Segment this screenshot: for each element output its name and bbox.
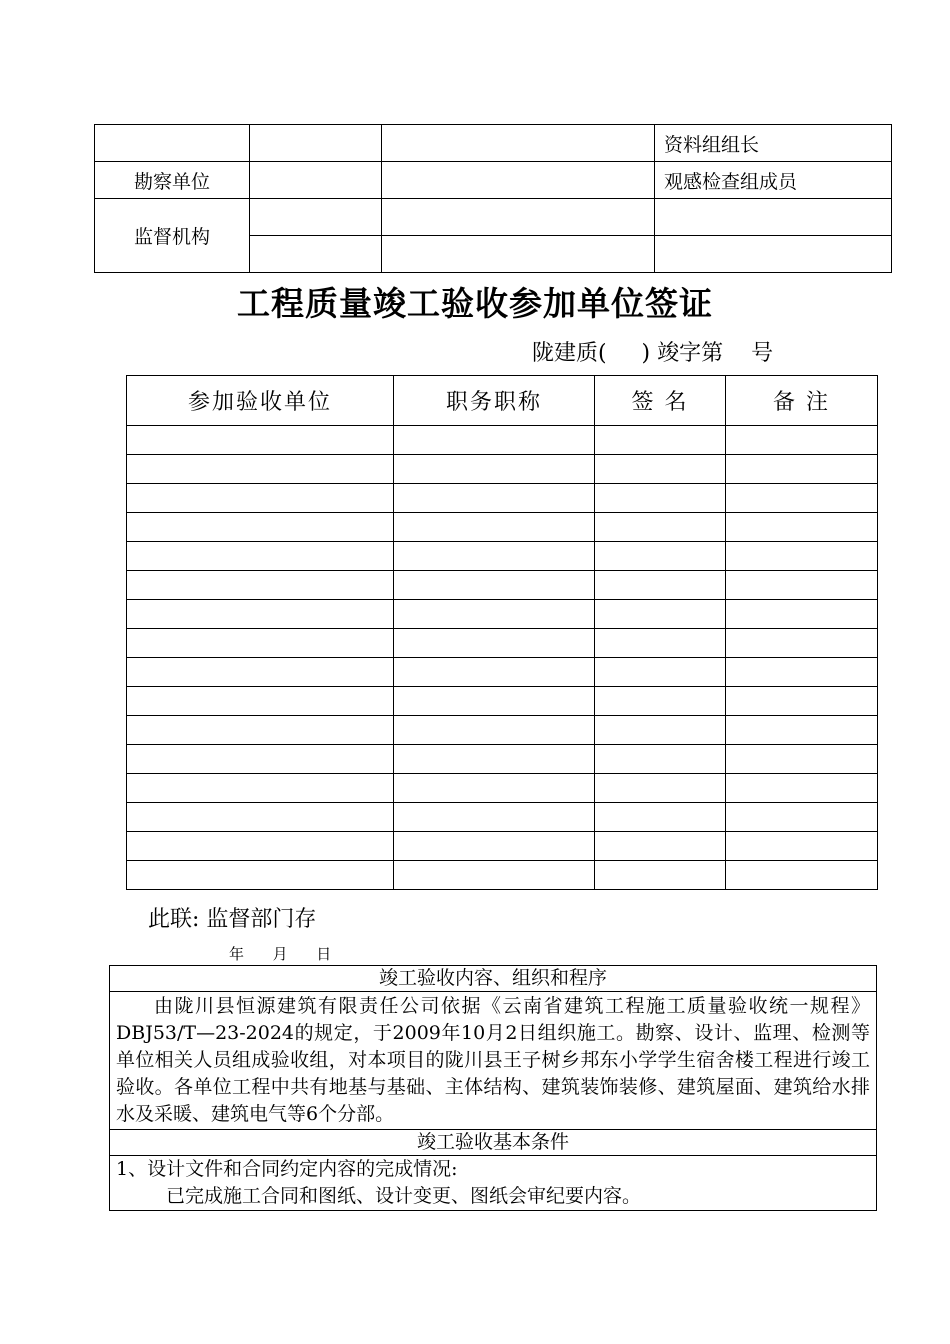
signature-cell [726,832,878,861]
signature-row [127,600,878,629]
signature-row [127,629,878,658]
survey-unit-label: 勘察单位 [95,162,250,199]
table-header-row [127,376,878,426]
table-cell [250,236,382,273]
date-line: 年 月 日 [229,945,332,963]
signature-cell [726,629,878,658]
copy-note: 此联: 监督部门存 [148,907,317,932]
table-cell [655,236,892,273]
signature-cell [595,600,726,629]
signature-cell [595,745,726,774]
signature-row [127,832,878,861]
signature-cell [127,745,394,774]
signature-cell [127,774,394,803]
signature-rows [127,426,878,890]
table-row [95,162,892,199]
page-title: 工程质量竣工验收参加单位签证 [237,284,713,323]
table-cell [95,125,250,162]
signature-cell [726,455,878,484]
signature-cell [726,484,878,513]
signature-cell [726,774,878,803]
signature-cell [394,484,595,513]
signature-row [127,571,878,600]
signature-cell [726,687,878,716]
signature-cell [394,600,595,629]
table-row [110,1130,877,1156]
signature-cell [726,861,878,890]
signature-row [127,716,878,745]
supervision-agency-label: 监督机构 [95,199,250,273]
signature-row [127,658,878,687]
section-title-content: 竣工验收内容、组织和程序 [110,966,877,992]
conditions-cell [110,1156,877,1211]
signature-row [127,455,878,484]
signature-cell [595,629,726,658]
signature-cell [394,455,595,484]
header-participating-unit: 参加验收单位 [127,376,394,426]
signature-cell [127,832,394,861]
signature-cell [595,571,726,600]
signature-cell [595,513,726,542]
signature-row [127,803,878,832]
signature-row [127,861,878,890]
table-row [110,1156,877,1211]
signature-cell [726,716,878,745]
table-cell [382,236,655,273]
signature-cell [595,687,726,716]
signature-cell [595,484,726,513]
table-row [95,125,892,162]
signature-cell [127,629,394,658]
table-cell [250,199,382,236]
signature-row [127,687,878,716]
document-number: 陇建质( ) 竣字第 号 [532,341,774,366]
signature-cell [127,716,394,745]
condition-item-text: 已完成施工合同和图纸、设计变更、图纸会审纪要内容。 [166,1185,642,1207]
signature-row [127,484,878,513]
signature-cell [595,803,726,832]
signature-cell [127,600,394,629]
signature-cell [595,774,726,803]
condition-item-title: 1、设计文件和合同约定内容的完成情况: [116,1158,458,1180]
signature-cell [595,658,726,687]
signature-cell [127,426,394,455]
signature-cell [394,426,595,455]
table-cell [655,199,892,236]
signature-cell [726,542,878,571]
header-signature: 签 名 [595,376,726,426]
signature-cell [726,658,878,687]
signature-cell [394,774,595,803]
table-cell [382,199,655,236]
signature-row [127,513,878,542]
signature-row [127,745,878,774]
signature-cell [127,803,394,832]
signature-cell [127,571,394,600]
signature-cell [394,861,595,890]
signature-cell [726,803,878,832]
table-cell [382,162,655,199]
signature-cell [127,861,394,890]
signature-cell [726,513,878,542]
signature-cell [394,513,595,542]
table-row [110,992,877,1130]
signature-cell [595,542,726,571]
section-title-conditions: 竣工验收基本条件 [110,1130,877,1156]
signature-cell [595,716,726,745]
table-row [110,966,877,992]
header-remarks: 备 注 [726,376,878,426]
acceptance-content-table [109,965,877,1211]
signature-cell [394,687,595,716]
signature-cell [394,745,595,774]
section-content-paragraph: 由陇川县恒源建筑有限责任公司依据《云南省建筑工程施工质量验收统一规程》DBJ53/T—23-2024的规定，于2009年10月2日组织施工。勘察、设计、监理、检测等单位相关人员组成验收组，对本项目的陇川县王子树乡邦东小学学生宿舍楼工程进行竣工验收。各单位工程中共有地基与基础、主体结构、建筑装饰装修、建筑屋面、建筑给水排水及采暖、建筑电气等6个分部。 [110,992,877,1130]
signature-cell [595,832,726,861]
signature-cell [726,571,878,600]
signature-cell [127,455,394,484]
signature-cell [726,600,878,629]
appearance-inspection-member-label: 观感检查组成员 [655,162,892,199]
archive-group-leader-label: 资料组组长 [655,125,892,162]
signature-cell [127,513,394,542]
signature-table [126,375,878,890]
table-cell [250,125,382,162]
signature-row [127,774,878,803]
signature-cell [127,658,394,687]
table-cell [250,162,382,199]
header-position-title: 职务职称 [394,376,595,426]
signature-cell [394,571,595,600]
signature-cell [595,861,726,890]
top-info-table [94,124,892,273]
signature-cell [394,832,595,861]
signature-cell [595,426,726,455]
signature-cell [394,629,595,658]
signature-cell [726,426,878,455]
signature-cell [394,542,595,571]
table-row [95,199,892,236]
signature-cell [394,803,595,832]
signature-cell [394,716,595,745]
signature-cell [127,687,394,716]
signature-cell [127,542,394,571]
signature-cell [127,484,394,513]
signature-cell [726,745,878,774]
signature-cell [595,455,726,484]
signature-row [127,426,878,455]
signature-cell [394,658,595,687]
table-cell [382,125,655,162]
signature-row [127,542,878,571]
